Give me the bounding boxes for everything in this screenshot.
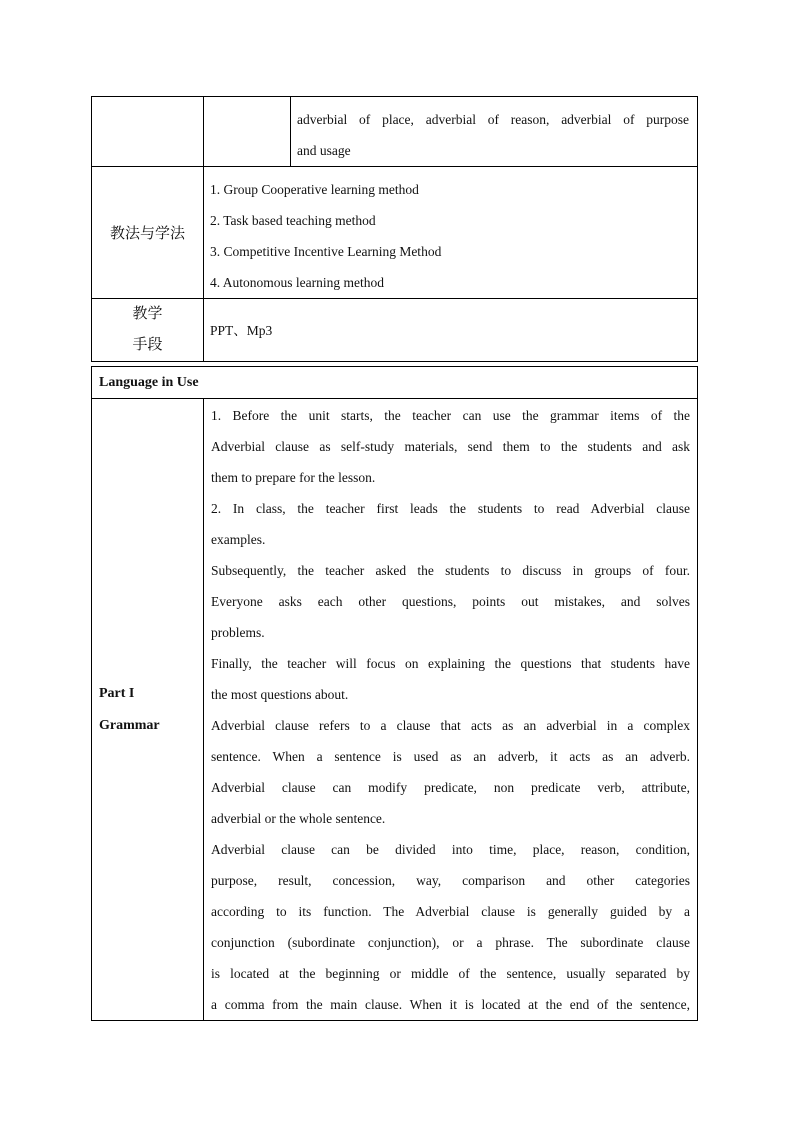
table-header-row — [92, 367, 698, 399]
paragraph-line: Adverbial clause can modify predicate, non predicate verb, attribute, — [211, 780, 691, 795]
table-row — [92, 299, 698, 362]
part-label-cell — [92, 399, 204, 1021]
paragraph-line: sentence. When a sentence is used as an adverb, it acts as an adverb. — [211, 749, 691, 764]
paragraph-line: a comma from the main clause. When it is located at the end of the sentence, — [211, 997, 691, 1012]
teaching-info-table — [91, 96, 698, 362]
paragraph-line: Adverbial clause refers to a clause that acts as an adverbial in a complex — [211, 718, 691, 733]
paragraph-line: Adverbial clause can be divided into time, place, reason, condition, — [211, 842, 691, 857]
language-in-use-table — [91, 366, 698, 1021]
method-item: 1. Group Cooperative learning method — [210, 182, 419, 197]
paragraph-line: Adverbial clause as self-study materials, send them to the students and ask — [211, 439, 691, 454]
paragraph-line: purpose, result, concession, way, comparison and other categories — [211, 873, 691, 888]
paragraph-line: conjunction (subordinate conjunction), or a phrase. The subordinate clause — [211, 935, 691, 950]
table-row — [92, 399, 698, 1021]
empty-cell — [92, 97, 204, 167]
methods-label-cell — [92, 167, 204, 299]
paragraph-line: them to prepare for the lesson. — [211, 470, 376, 485]
text-line: adverbial of place, adverbial of reason, adverbial of purpose — [297, 112, 689, 127]
means-value: PPT、Mp3 — [210, 322, 273, 338]
means-label-cell — [92, 299, 204, 362]
paragraph-line: adverbial or the whole sentence. — [211, 811, 386, 826]
means-label-line: 教学 — [132, 306, 163, 322]
paragraph-line: according to its function. The Adverbial clause is generally guided by a — [211, 904, 691, 919]
paragraph-line: Subsequently, the teacher asked the students to discuss in groups of four. — [211, 563, 691, 578]
means-value-cell — [204, 299, 698, 362]
method-item: 2. Task based teaching method — [210, 213, 376, 228]
paragraph-line: Everyone asks each other questions, points out mistakes, and solves — [211, 594, 691, 609]
grammar-content-cell — [204, 399, 698, 1021]
paragraph-line: 2. In class, the teacher first leads the students to read Adverbial clause — [211, 501, 691, 516]
paragraph-line: Finally, the teacher will focus on explaining the questions that students have — [211, 656, 691, 671]
table-row — [92, 97, 698, 167]
table-row — [92, 167, 698, 299]
objectives-continuation-cell — [291, 97, 698, 167]
empty-cell — [204, 97, 291, 167]
paragraph-line: 1. Before the unit starts, the teacher can use the grammar items of the — [211, 408, 691, 423]
paragraph-line: is located at the beginning or middle of the sentence, usually separated by — [211, 966, 691, 981]
method-item: 3. Competitive Incentive Learning Method — [210, 244, 442, 259]
part-sublabel: Grammar — [99, 717, 160, 733]
section-header: Language in Use — [92, 367, 698, 399]
method-item: 4. Autonomous learning method — [210, 275, 384, 290]
paragraph-line: examples. — [211, 532, 266, 547]
paragraph-line: problems. — [211, 625, 265, 640]
paragraph-line: the most questions about. — [211, 687, 349, 702]
part-label: Part I — [99, 685, 135, 701]
means-label-line: 手段 — [132, 337, 163, 353]
methods-label: 教法与学法 — [109, 226, 185, 242]
text-line: and usage — [297, 143, 351, 158]
methods-cell — [204, 167, 698, 299]
